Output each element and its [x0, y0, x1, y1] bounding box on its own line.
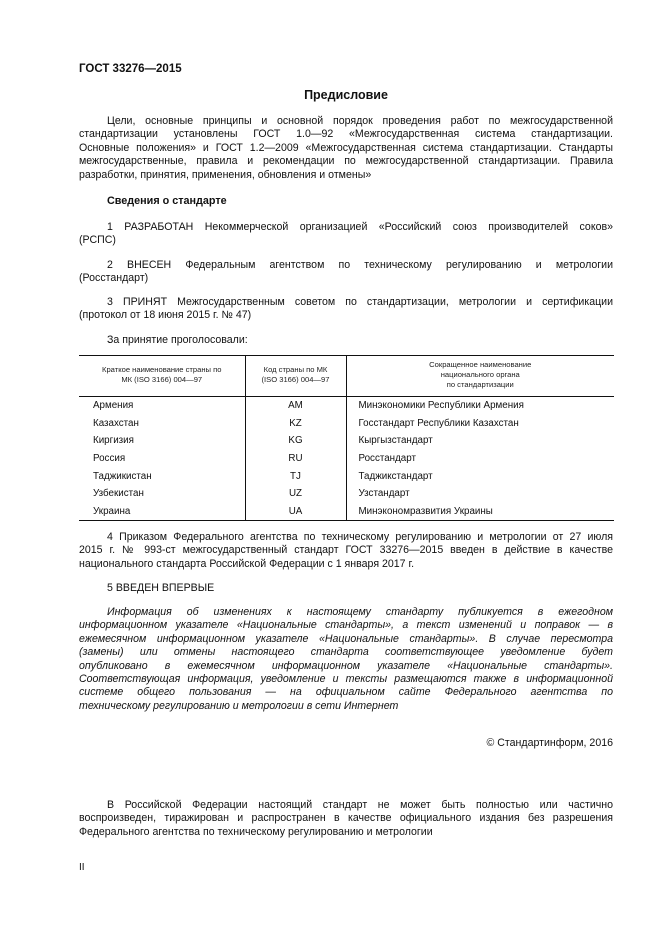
info-item-1: [79, 221, 613, 248]
org-cell: Узстандарт: [346, 485, 614, 503]
country-cell: Армения: [93, 400, 134, 412]
text-line: 3 ПРИНЯТ Межгосударственным советом по стандартизации, метрологии и сертификации: [107, 296, 613, 308]
copyright: © Стандартинформ, 2016: [486, 737, 613, 749]
code-cell: AM: [245, 397, 346, 415]
column-header-org: [346, 356, 614, 397]
page-number: II: [79, 862, 85, 873]
foreword-title: Предисловие: [304, 88, 388, 102]
table-row: [79, 503, 614, 521]
header-line: (ISO 3166) 004—97: [261, 375, 330, 384]
text-line: воспроизведен, тиражирован и распространен в качестве официального издания без разрешения: [79, 812, 613, 825]
org-cell: Минэкономики Республики Армения: [346, 397, 614, 415]
header-line: Сокращенное наименование: [429, 360, 532, 369]
column-header-code: [245, 356, 346, 397]
table-row: [79, 467, 614, 485]
code-cell: TJ: [245, 467, 346, 485]
text-line: 2015 г. № 993-ст межгосударственный стандарт ГОСТ 33276—2015 введен в действие в качестве: [79, 544, 613, 557]
text-line: 2 ВНЕСЕН Федеральным агентством по техническому регулированию и метрологии: [107, 259, 613, 271]
code-cell: UZ: [245, 485, 346, 503]
header-line: МК (ISO 3166) 004—97: [121, 375, 203, 384]
text-line: Соответствующая информация, уведомление и тексты размещаются также в информационной: [79, 673, 613, 686]
org-cell: Таджикстандарт: [346, 467, 614, 485]
text-line: разработки, принятия, применения, обновления и отмены»: [79, 168, 372, 181]
table-header-row: [79, 356, 614, 397]
org-cell: Госстандарт Республики Казахстан: [346, 415, 614, 433]
table-row: [79, 485, 614, 503]
table-row: [79, 432, 614, 450]
text-line: техническому регулированию и метрологии в сети Интернет: [79, 699, 399, 712]
text-line: В Российской Федерации настоящий стандарт не может быть полностью или частично: [107, 799, 613, 811]
foreword-intro: [79, 115, 613, 182]
header-line: национального органа: [440, 370, 520, 379]
text-line: (замены) или отмены настоящего стандарта соответствующее уведомление будет: [79, 646, 613, 659]
text-line: опубликовано в ежемесячном информационном указателе «Национальные стандарты».: [79, 659, 613, 672]
text-line: стандартизации установлены ГОСТ 1.0—92 «Межгосударственная система стандартизации.: [79, 128, 613, 141]
reproduction-notice: [79, 799, 613, 839]
country-cell: Киргизия: [93, 435, 134, 447]
country-cell: Таджикистан: [93, 470, 152, 482]
text-line: 4 Приказом Федерального агентства по техническому регулированию и метрологии от 27 июля: [107, 531, 613, 543]
document-code: ГОСТ 33276—2015: [79, 63, 182, 75]
text-line: информационном указателе «Национальные стандарты», а текст изменений и поправок — в: [79, 619, 613, 632]
info-item-2: [79, 259, 613, 286]
member-states-table: [79, 355, 614, 521]
text-line: Цели, основные принципы и основной порядок проведения работ по межгосударственной: [107, 115, 613, 127]
country-cell: Казахстан: [93, 417, 139, 429]
text-line: (Росстандарт): [79, 272, 149, 285]
code-cell: KZ: [245, 415, 346, 433]
text-line: Информация об изменениях к настоящему стандарту публикуется в ежегодном: [107, 606, 613, 618]
voted-label: За принятие проголосовали:: [107, 334, 248, 346]
column-header-country: [79, 356, 245, 397]
text-line: системе общего пользования — на официальном сайте Федерального агентства по: [79, 686, 613, 699]
org-cell: Минэкономразвития Украины: [346, 503, 614, 521]
first-time-note: 5 ВВЕДЕН ВПЕРВЫЕ: [107, 582, 215, 594]
text-line: Основные положения» и ГОСТ 1.2—2009 «Межгосударственная система стандартизации. Стандарты: [79, 141, 613, 154]
header-line: Код страны по МК: [263, 365, 328, 374]
text-line: 1 РАЗРАБОТАН Некоммерческой организацией «Российский союз производителей соков»: [107, 221, 613, 233]
org-cell: Кыргызстандарт: [346, 432, 614, 450]
header-line: Краткое наименование страны по: [102, 365, 222, 374]
text-line: межгосударственные, правила и рекомендации по межгосударственной стандартизации. Правила: [79, 155, 613, 168]
org-cell: Росстандарт: [346, 450, 614, 468]
code-cell: KG: [245, 432, 346, 450]
country-cell: Россия: [93, 453, 126, 465]
text-line: (РСПС): [79, 234, 116, 247]
header-line: по стандартизации: [446, 380, 514, 389]
order-paragraph: [79, 531, 613, 571]
info-item-3: [79, 296, 613, 323]
table-row: [79, 450, 614, 468]
code-cell: UA: [245, 503, 346, 521]
country-cell: Украина: [79, 503, 245, 521]
country-cell: Узбекистан: [93, 488, 144, 500]
code-cell: RU: [245, 450, 346, 468]
table-row: [79, 415, 614, 433]
text-line: Федерального агентства по техническому регулированию и метрологии: [79, 825, 433, 838]
table-row: [79, 397, 614, 415]
text-line: (протокол от 18 июня 2015 г. № 47): [79, 309, 252, 322]
text-line: ежемесячном информационном указателе «Национальные стандарты». В случае пересмотра: [79, 632, 613, 645]
changes-info: [79, 606, 613, 713]
text-line: национального стандарта Российской Федерации с 1 января 2017 г.: [79, 557, 415, 570]
info-title: Сведения о стандарте: [107, 195, 227, 207]
